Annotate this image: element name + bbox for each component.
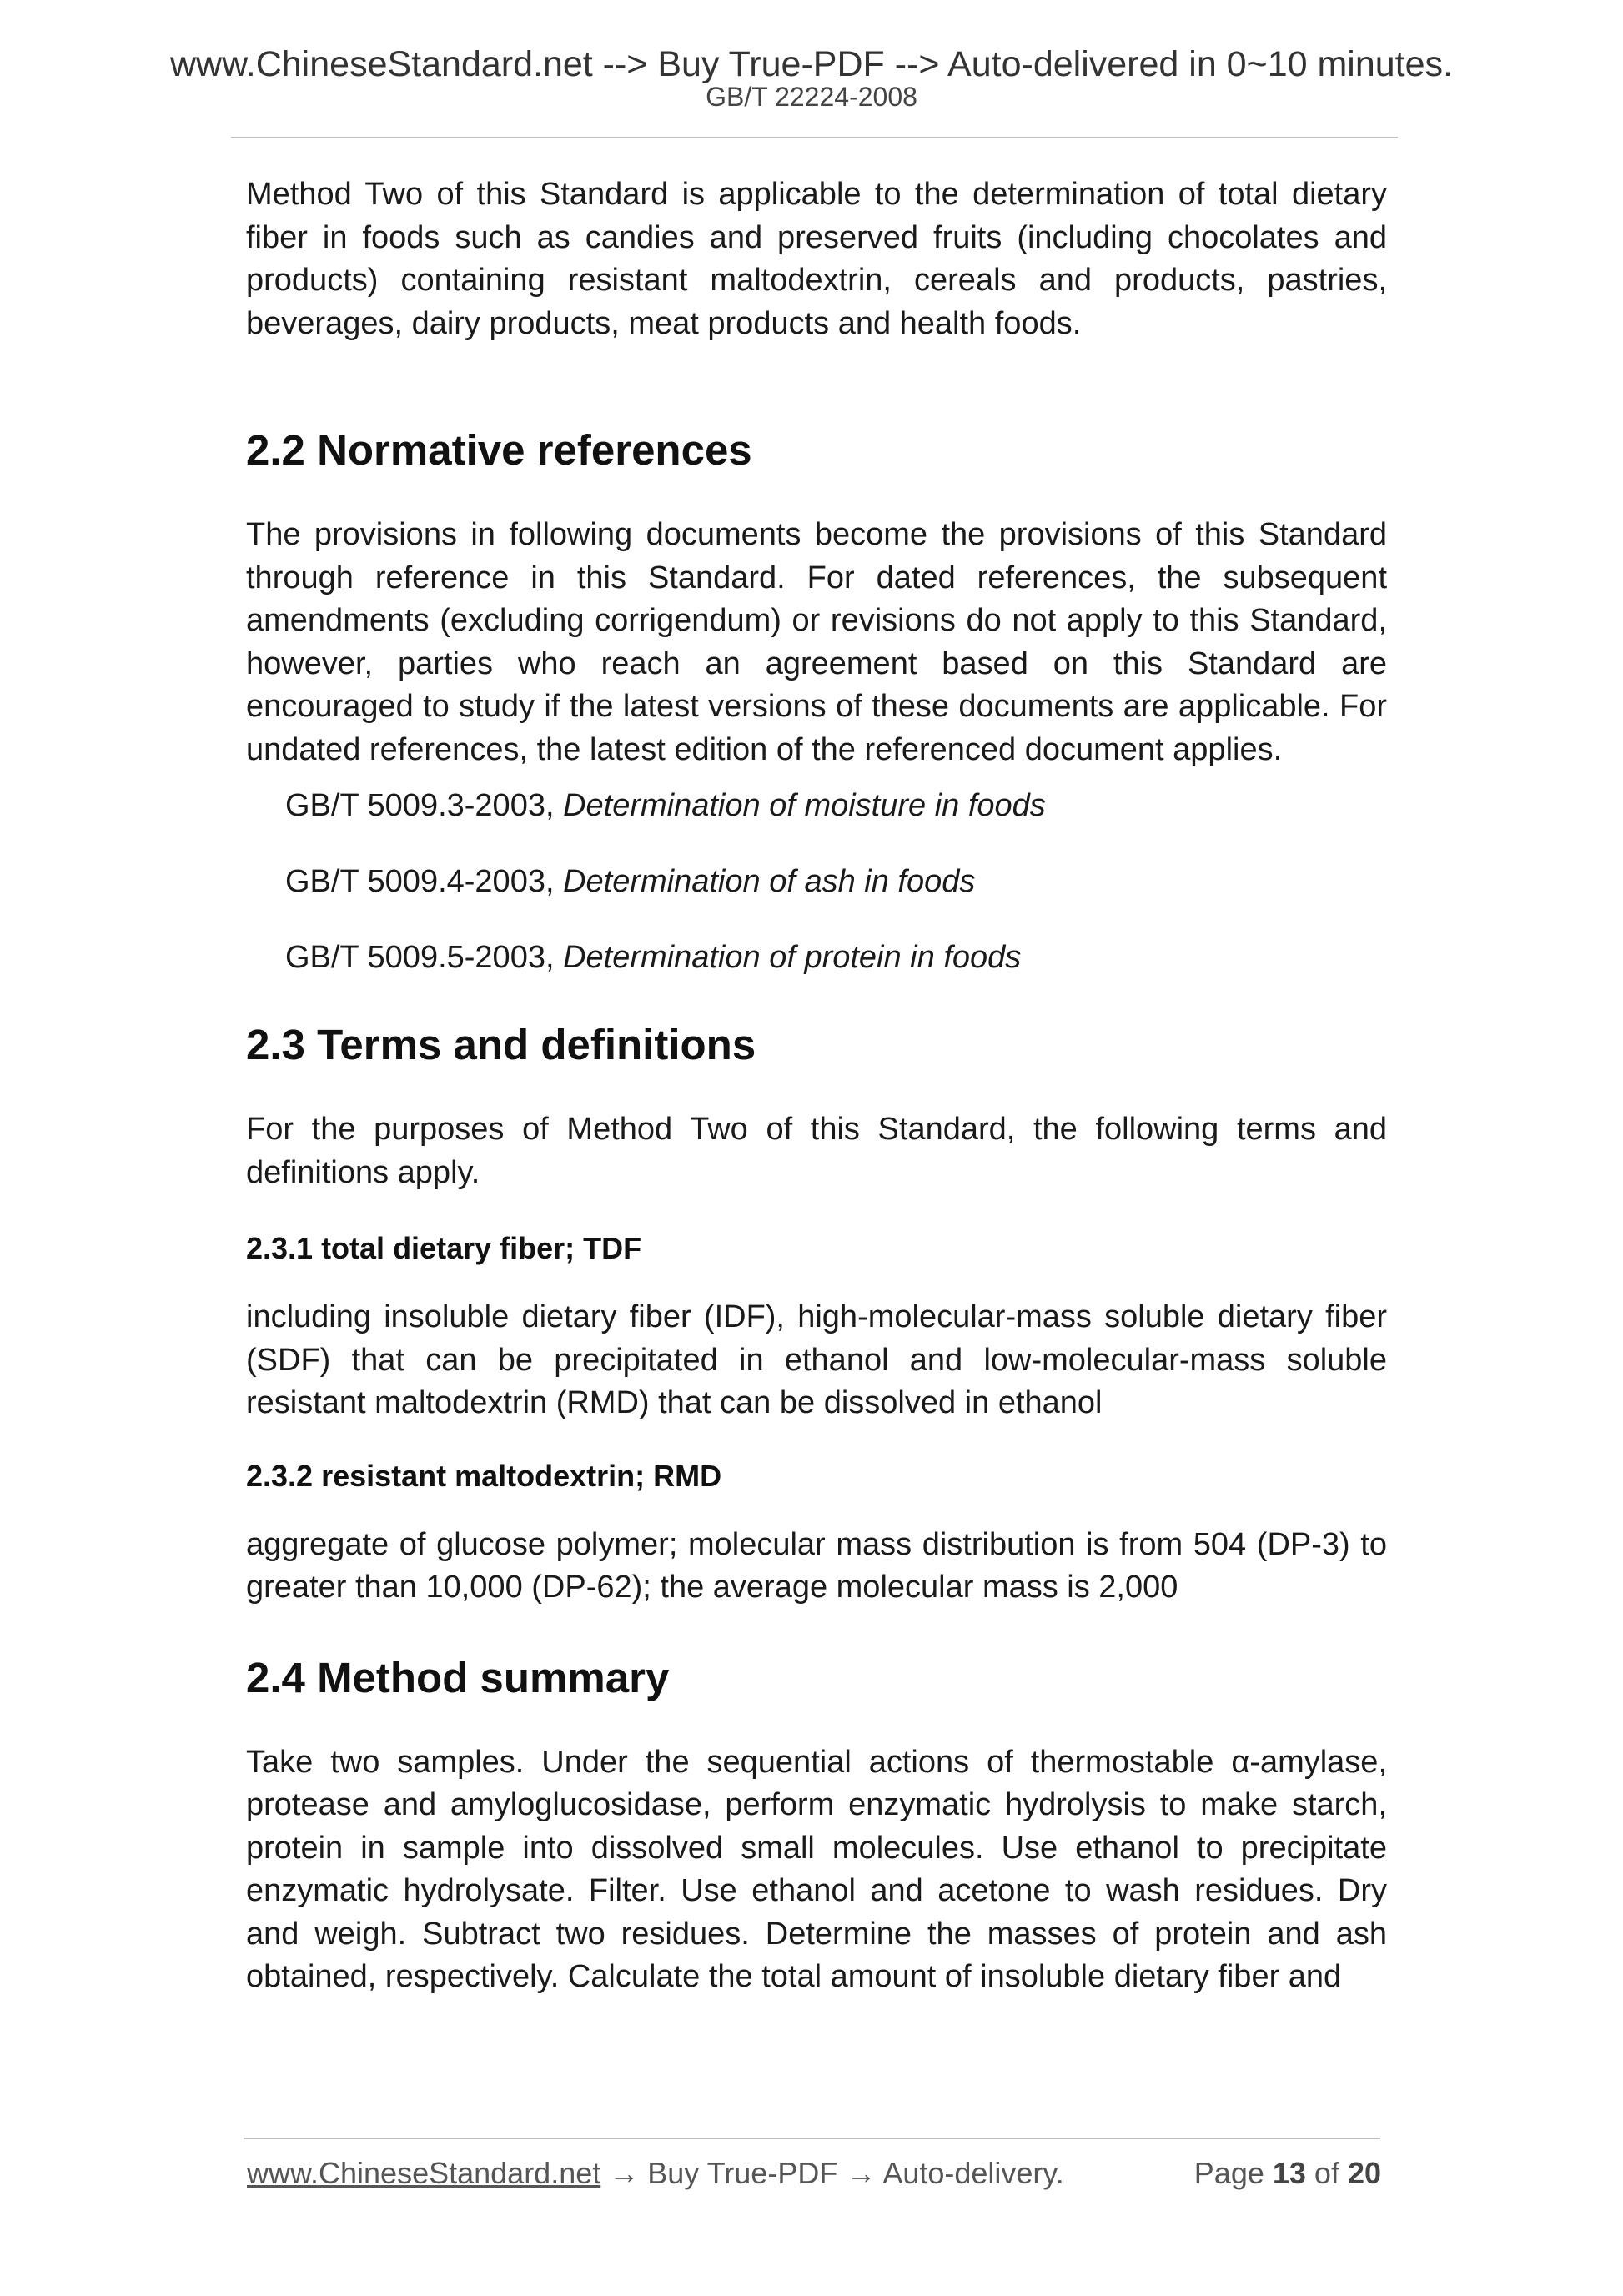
reference-item [246, 785, 1387, 826]
site-banner: www.ChineseStandard.net --> Buy True-PDF --> Auto-delivered in 0~10 minutes. [169, 44, 1453, 84]
footer-divider [244, 2138, 1380, 2139]
reference-title: Determination of moisture in foods [563, 788, 1046, 823]
reference-item [246, 937, 1387, 978]
term-definition-rmd: aggregate of glucose polymer; molecular mass distribution is from 504 (DP-3) to greater than 10,000 (DP-62); the average molecular mass is 2,000 [246, 1526, 1387, 1605]
page-label: Page [1193, 2156, 1273, 2190]
footer-left [247, 2155, 1064, 2192]
term-definition-tdf: including insoluble dietary fiber (IDF), high-molecular-mass soluble dietary fiber (SDF) that can be precipitated in ethanol and low-molecular-mass soluble resistant maltodextrin (RMD) that can be dissolved in ethanol [246, 1299, 1387, 1420]
intro-paragraph: Method Two of this Standard is applicable to the determination of total dietary fiber in foods such as candies and preserved fruits (including chocolates and products) containing resistant maltodextrin, cereals and products, pastries, beverages, dairy products, meat products and health foods. [246, 177, 1387, 341]
term-heading-rmd: 2.3.2 resistant maltodextrin; RMD [246, 1458, 722, 1493]
total-pages: 20 [1347, 2156, 1381, 2190]
terms-intro-paragraph: For the purposes of Method Two of this Standard, the following terms and definitions apply. [246, 1112, 1387, 1190]
reference-code: GB/T 5009.5-2003, [285, 940, 564, 975]
footer-tagline: → Buy True-PDF → Auto-delivery. [600, 2156, 1064, 2190]
section-heading-method-summary: 2.4 Method summary [246, 1653, 670, 1701]
term-heading-tdf: 2.3.1 total dietary fiber; TDF [246, 1231, 642, 1265]
page-indicator [1194, 2155, 1381, 2192]
method-summary-paragraph: Take two samples. Under the sequential actions of thermostable α-amylase, protease and amyloglucosidase, perform enzymatic hydrolysis to make starch, protein in sample into dissolved small molecules. Use ethanol to precipitate enzymatic hydrolysate. Filter. Use ethanol and acetone to wash residues. Dry and weigh. Subtract two residues. Determine the masses of protein and ash obtained, respectively. Calculate the total amount of insoluble dietary fiber and [246, 1744, 1387, 1994]
reference-item [246, 861, 1387, 902]
current-page-number: 13 [1272, 2156, 1306, 2190]
section-heading-terms-definitions: 2.3 Terms and definitions [246, 1021, 756, 1068]
standard-code-header: GB/T 22224-2008 [706, 82, 917, 112]
section-heading-normative-references: 2.2 Normative references [246, 426, 752, 474]
footer-site-link[interactable]: www.ChineseStandard.net [247, 2156, 601, 2190]
reference-title: Determination of protein in foods [563, 940, 1022, 975]
page-content [246, 173, 1387, 1999]
normative-references-paragraph: The provisions in following documents become the provisions of this Standard through reference in this Standard. For dated references, the subsequent amendments (excluding corrigendum) or revisions do not apply to this Standard, however, parties who reach an agreement based on this Standard are encouraged to study if the latest versions of these documents are applicable. For undated references, the latest edition of the referenced document applies. [246, 517, 1387, 767]
reference-code: GB/T 5009.4-2003, [285, 864, 564, 899]
reference-title: Determination of ash in foods [563, 864, 976, 899]
of-label: of [1305, 2156, 1348, 2190]
header-divider [231, 137, 1398, 138]
reference-code: GB/T 5009.3-2003, [285, 788, 564, 823]
